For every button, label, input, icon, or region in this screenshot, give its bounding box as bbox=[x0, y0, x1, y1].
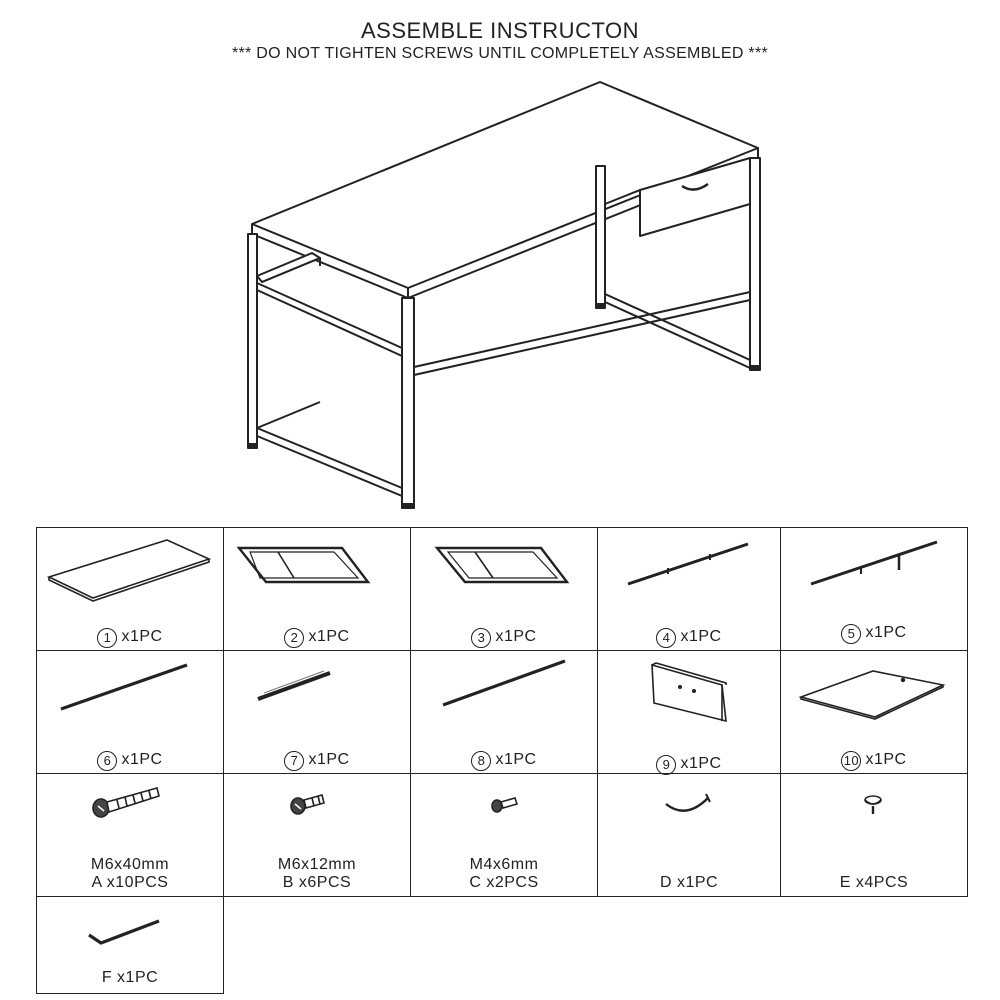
part-label bbox=[224, 628, 410, 648]
part-label bbox=[411, 751, 597, 771]
part-9-cell bbox=[598, 651, 780, 773]
hardware-label: F x1PC bbox=[101, 969, 159, 986]
part-qty: x1PC bbox=[680, 755, 722, 772]
part-qty: x1PC bbox=[308, 751, 350, 768]
part-number: 2 bbox=[284, 628, 304, 648]
hardware-a-cell bbox=[37, 774, 223, 896]
part-2-cell bbox=[224, 528, 410, 650]
part-10-cell bbox=[781, 651, 967, 773]
hardware-e-cell bbox=[781, 774, 967, 896]
hardware-c-cell bbox=[411, 774, 597, 896]
part-label bbox=[37, 628, 223, 648]
part-label bbox=[598, 755, 780, 775]
part-number: 1 bbox=[97, 628, 117, 648]
part-3-cell bbox=[411, 528, 597, 650]
page-title: ASSEMBLE INSTRUCTON bbox=[360, 18, 640, 43]
part-number: 4 bbox=[656, 628, 676, 648]
part-number: 5 bbox=[841, 624, 861, 644]
part-label bbox=[781, 624, 967, 644]
part-label bbox=[224, 751, 410, 771]
part-qty: x1PC bbox=[495, 751, 537, 768]
part-number: 3 bbox=[471, 628, 491, 648]
hardware-f-cell bbox=[37, 897, 223, 993]
hardware-size: M4x6mm bbox=[469, 856, 539, 873]
hardware-label: A x10PCS bbox=[91, 874, 169, 891]
part-label bbox=[37, 751, 223, 771]
part-5-cell bbox=[781, 528, 967, 650]
part-label bbox=[411, 628, 597, 648]
hardware-size: M6x40mm bbox=[90, 856, 170, 873]
part-label bbox=[781, 751, 967, 771]
hardware-label: B x6PCS bbox=[282, 874, 352, 891]
part-qty: x1PC bbox=[121, 751, 163, 768]
hardware-label: E x4PCS bbox=[839, 874, 909, 891]
part-qty: x1PC bbox=[865, 751, 907, 768]
part-number: 7 bbox=[284, 751, 304, 771]
part-qty: x1PC bbox=[680, 628, 722, 645]
part-1-cell bbox=[37, 528, 223, 650]
part-7-cell bbox=[224, 651, 410, 773]
warning-note: *** DO NOT TIGHTEN SCREWS UNTIL COMPLETELY ASSEMBLED *** bbox=[231, 45, 769, 62]
hardware-size: M6x12mm bbox=[277, 856, 357, 873]
part-8-cell bbox=[411, 651, 597, 773]
part-number: 8 bbox=[471, 751, 491, 771]
parts-list-table bbox=[36, 527, 968, 994]
hardware-b-cell bbox=[224, 774, 410, 896]
part-qty: x1PC bbox=[308, 628, 350, 645]
part-number: 9 bbox=[656, 755, 676, 775]
part-qty: x1PC bbox=[495, 628, 537, 645]
hardware-d-cell bbox=[598, 774, 780, 896]
part-qty: x1PC bbox=[865, 624, 907, 641]
part-number: 10 bbox=[841, 751, 861, 771]
part-number: 6 bbox=[97, 751, 117, 771]
part-qty: x1PC bbox=[121, 628, 163, 645]
hardware-label: D x1PC bbox=[659, 874, 719, 891]
desk-assembled-illustration bbox=[230, 76, 790, 516]
hardware-label: C x2PCS bbox=[469, 874, 539, 891]
part-6-cell bbox=[37, 651, 223, 773]
part-4-cell bbox=[598, 528, 780, 650]
part-label bbox=[598, 628, 780, 648]
